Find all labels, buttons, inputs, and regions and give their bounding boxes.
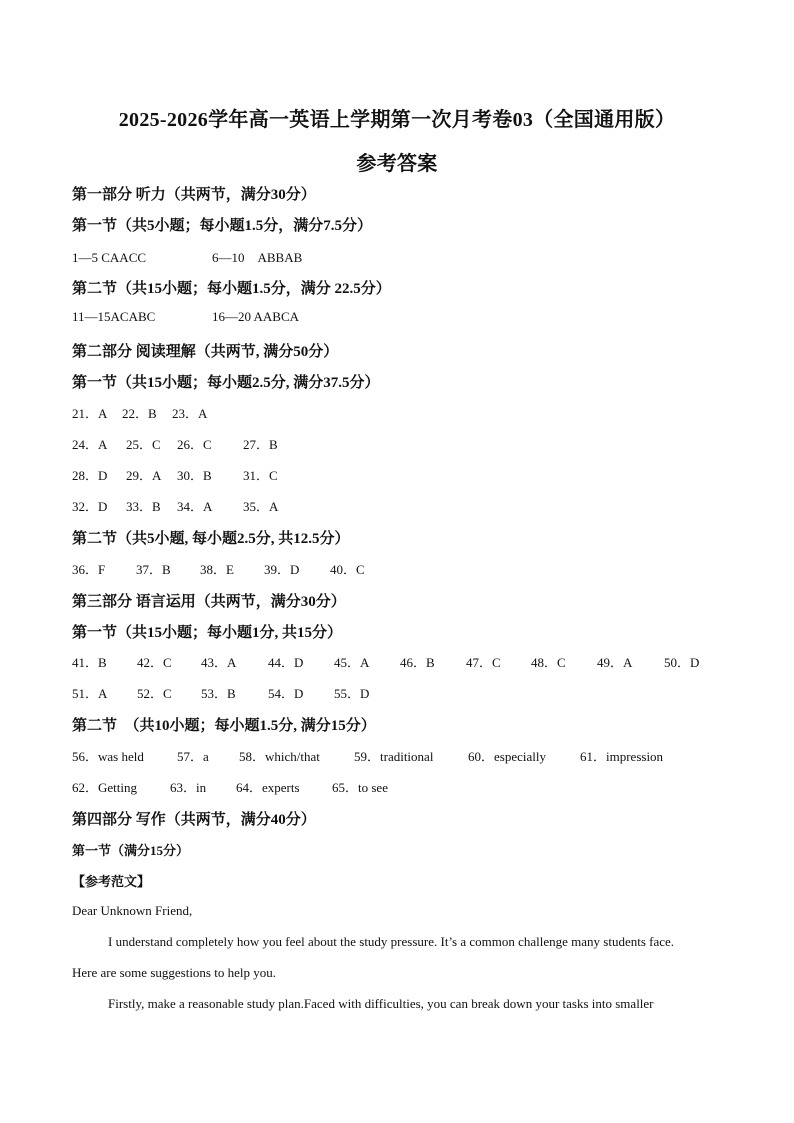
answer-item: 61．impression	[580, 749, 664, 764]
answer-row	[72, 559, 365, 578]
answer-item: 63．in	[170, 780, 207, 795]
part3-sec2-heading: 第二节 （共10小题；每小题1.5分, 满分15分）	[72, 718, 376, 734]
part1-sec2-answers	[72, 309, 299, 325]
answer-item: 28．D	[72, 468, 108, 483]
answer-row	[72, 746, 663, 765]
answer-row	[72, 465, 278, 484]
answer-item: 40．C	[330, 562, 365, 577]
answer-group: 1—5 CAACC	[72, 250, 147, 265]
answer-item: 52．C	[137, 686, 172, 701]
part2-sec1-heading: 第一节（共15小题；每小题2.5分, 满分37.5分）	[72, 375, 380, 391]
sample-essay-label: 【参考范文】	[72, 874, 151, 889]
answer-row	[72, 403, 207, 422]
answer-row	[72, 652, 699, 671]
answer-item: 47．C	[466, 655, 501, 670]
answer-item: 51．A	[72, 686, 108, 701]
part1-sec2-heading: 第二节（共15小题；每小题1.5分，满分 22.5分）	[72, 281, 391, 297]
letter-paragraph-line: Here are some suggestions to help you.	[72, 965, 276, 980]
answer-item: 64．experts	[236, 780, 300, 795]
answer-row	[72, 683, 369, 702]
answer-item: 25．C	[126, 437, 161, 452]
answer-item: 29．A	[126, 468, 162, 483]
answer-item: 55．D	[334, 686, 370, 701]
answer-item: 62．Getting	[72, 780, 137, 795]
answer-item: 41．B	[72, 655, 107, 670]
answer-item: 22．B	[122, 406, 157, 421]
answer-item: 45．A	[334, 655, 370, 670]
answer-item: 48．C	[531, 655, 566, 670]
answer-item: 50．D	[664, 655, 700, 670]
part4-heading: 第四部分 写作（共两节，满分40分）	[72, 812, 316, 828]
answer-item: 59．traditional	[354, 749, 434, 764]
answer-row	[72, 496, 278, 515]
answer-item: 46．B	[400, 655, 435, 670]
answer-item: 38．E	[200, 562, 234, 577]
answer-item: 21．A	[72, 406, 108, 421]
part2-heading: 第二部分 阅读理解（共两节, 满分50分）	[72, 344, 339, 360]
answer-item: 30．B	[177, 468, 212, 483]
part3-heading: 第三部分 语言运用（共两节，满分30分）	[72, 594, 346, 610]
answer-item: 32．D	[72, 499, 108, 514]
answer-item: 24．A	[72, 437, 108, 452]
answer-group: 6—10 ABBAB	[212, 250, 303, 265]
answer-item: 57．a	[177, 749, 209, 764]
answer-item: 36．F	[72, 562, 106, 577]
answer-group: 11—15ACABC	[72, 309, 156, 324]
answer-item: 53．B	[201, 686, 236, 701]
answer-item: 39．D	[264, 562, 300, 577]
answer-group: 16—20 AABCA	[212, 309, 300, 324]
letter-paragraph-line: I understand completely how you feel about the study pressure. It’s a common challenge many students face.	[108, 934, 675, 949]
answer-item: 26．C	[177, 437, 212, 452]
page-subtitle: 参考答案	[356, 153, 438, 175]
answer-item: 27．B	[243, 437, 278, 452]
letter-greeting: Dear Unknown Friend,	[72, 903, 193, 918]
answer-item: 34．A	[177, 499, 213, 514]
answer-item: 23．A	[172, 406, 208, 421]
answer-row	[72, 434, 278, 453]
answer-item: 37．B	[136, 562, 171, 577]
answer-item: 56．was held	[72, 749, 144, 764]
answer-item: 33．B	[126, 499, 161, 514]
part3-sec1-heading: 第一节（共15小题；每小题1分, 共15分）	[72, 625, 343, 641]
answer-item: 60．especially	[468, 749, 546, 764]
answer-item: 35．A	[243, 499, 279, 514]
answer-item: 44．D	[268, 655, 304, 670]
part4-sec1-heading: 第一节（满分15分）	[72, 843, 190, 858]
page-title: 2025-2026学年高一英语上学期第一次月考卷03（全国通用版）	[118, 109, 676, 131]
answer-item: 49．A	[597, 655, 633, 670]
answer-item: 54．D	[268, 686, 304, 701]
part2-sec2-heading: 第二节（共5小题, 每小题2.5分, 共12.5分）	[72, 531, 350, 547]
letter-paragraph-line: Firstly, make a reasonable study plan.Faced with difficulties, you can break down your tasks into smaller	[108, 996, 654, 1011]
part1-sec1-answers	[72, 247, 302, 266]
part1-sec1-heading: 第一节（共5小题；每小题1.5分，满分7.5分）	[72, 218, 373, 234]
answer-row	[72, 777, 388, 796]
answer-item: 42．C	[137, 655, 172, 670]
answer-item: 58．which/that	[239, 749, 320, 764]
part1-heading: 第一部分 听力（共两节，满分30分）	[72, 187, 316, 203]
answer-item: 43．A	[201, 655, 237, 670]
answer-item: 65．to see	[332, 780, 388, 795]
answer-item: 31．C	[243, 468, 278, 483]
